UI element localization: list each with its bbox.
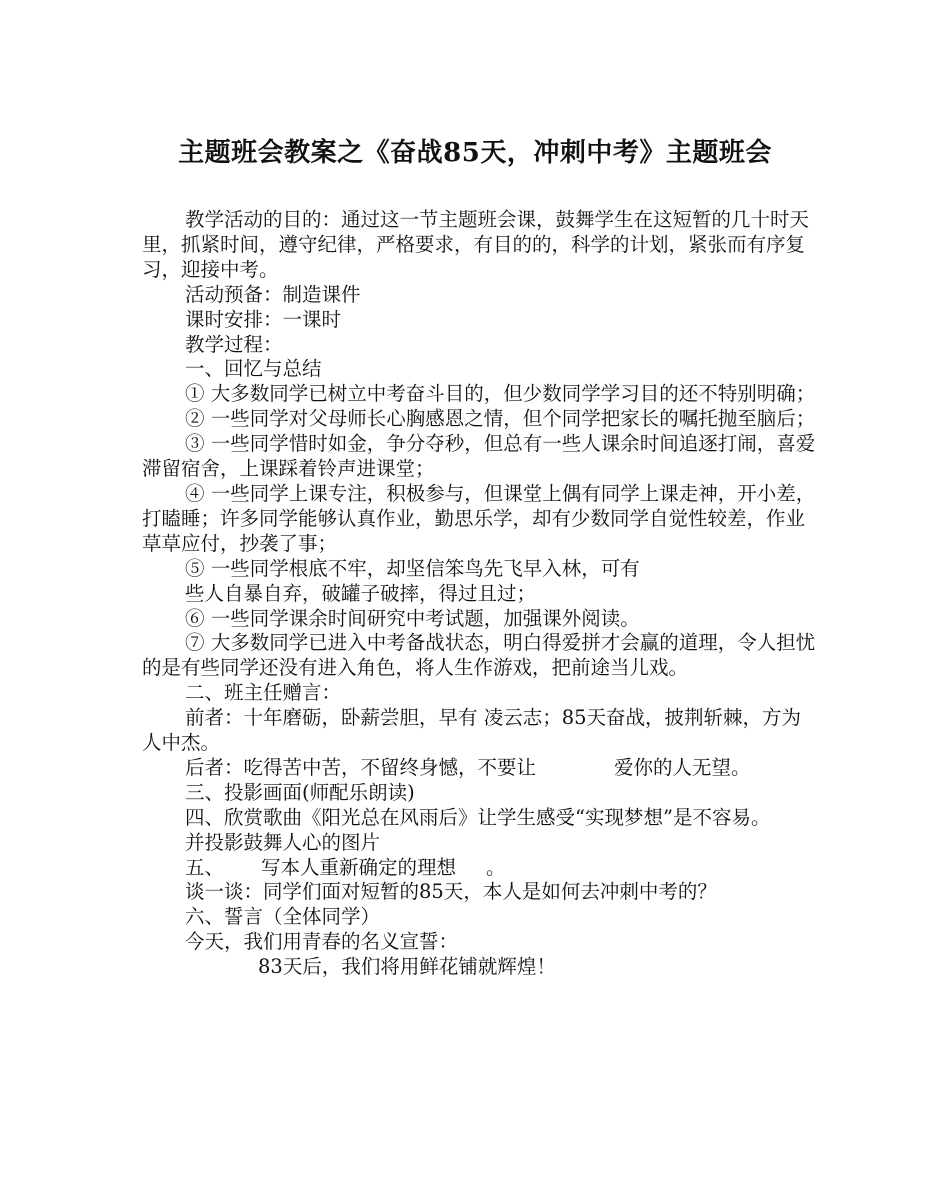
heading-oath: 六、誓言（全体同学） <box>185 905 381 929</box>
paragraph-discussion: 谈一谈：同学们面对短暂的85天，本人是如何去冲刺中考的？ <box>185 880 717 904</box>
list-item: ④ 一些同学上课专注，积极参与，但课堂上偶有同学上课走神，开小差，打瞌睡；许多同学能够认真作业，勤思乐学，却有少数同学自觉性较差，作业草草应付，抄袭了事； <box>142 481 816 555</box>
houzhe-part-1: 后者：吃得苦中苦，不留终身憾，不要让 <box>185 755 537 779</box>
ideal-text: 写本人重新确定的理想 <box>261 855 457 879</box>
heading-projection: 三、投影画面(师配乐朗读) <box>185 780 415 804</box>
list-item: ⑥ 一些同学课余时间研究中考试题，加强课外阅读。 <box>185 606 640 630</box>
paragraph-oath-line: 83天后，我们将用鲜花铺就辉煌！ <box>258 955 556 979</box>
list-item: ① 大多数同学已树立中考奋斗目的，但少数同学学习目的还不特别明确； <box>185 382 816 406</box>
paragraph-houzhe <box>142 756 818 781</box>
paragraph-purpose: 教学活动的目的：通过这一节主题班会课，鼓舞学生在这短暂的几十时天里，抓紧时间，遵守纪律，严格要求，有目的的，科学的计划，紧张而有序复习，迎接中考。 <box>142 208 810 281</box>
document-body <box>142 208 818 980</box>
houzhe-part-2: 爱你的人无望。 <box>614 755 751 779</box>
paragraph-qianzhe: 前者：十年磨砺，卧薪尝胆，早有 凌云志；85天奋战，披荆斩棘，方为人中杰。 <box>142 706 802 755</box>
paragraph-oath-intro: 今天，我们用青春的名义宣誓： <box>185 930 459 954</box>
paragraph-images: 并投影鼓舞人心的图片 <box>185 830 381 854</box>
list-item: ⑦ 大多数同学已进入中考备战状态，明白得爱拼才会赢的道理，令人担忧的是有些同学还没有进入角色，将人生作游戏，把前途当儿戏。 <box>142 631 816 680</box>
heading-ideal <box>142 856 818 881</box>
paragraph-process: 教学过程： <box>185 332 283 356</box>
list-item: ⑤ 一些同学根底不牢，却坚信笨鸟先飞早入林，可有 <box>185 556 640 580</box>
paragraph-preparation: 活动预备：制造课件 <box>185 282 361 306</box>
heading-review: 一、回忆与总结 <box>185 357 322 381</box>
ideal-period: 。 <box>486 855 506 879</box>
list-item: ② 一些同学对父母师长心胸感恩之情，但个同学把家长的嘱托抛至脑后； <box>185 407 816 431</box>
paragraph-schedule: 课时安排：一课时 <box>185 307 342 331</box>
list-item: ③ 一些同学惜时如金，争分夺秒，但总有一些人课余时间追逐打闹，喜爱滞留宿舍，上课踩着铃声进课堂； <box>142 432 816 481</box>
heading-teacher-message: 二、班主任赠言： <box>185 681 342 705</box>
ideal-number: 五、 <box>185 855 225 879</box>
list-item-continuation: 些人自暴自弃，破罐子破摔，得过且过； <box>185 581 537 605</box>
document-title: 主题班会教案之《奋战85天，冲刺中考》主题班会 <box>178 138 772 168</box>
heading-song: 四、欣赏歌曲《阳光总在风雨后》让学生感受“实现梦想”是不容易。 <box>185 805 771 829</box>
